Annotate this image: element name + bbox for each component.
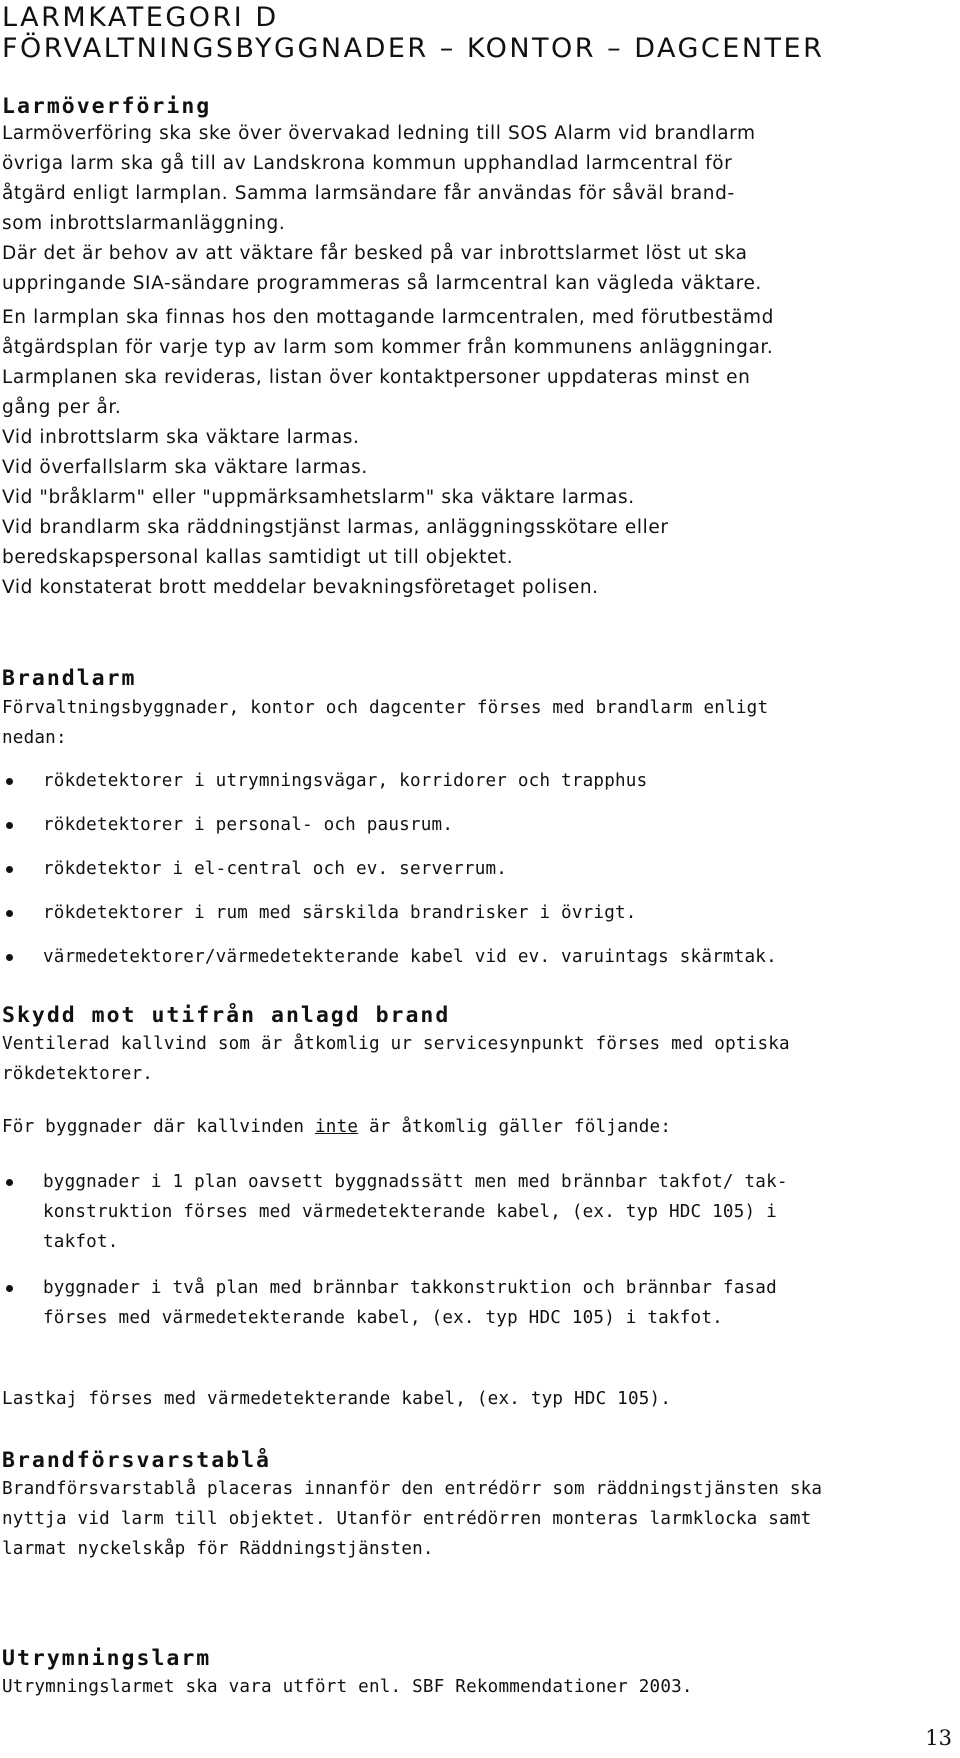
page-number: 13 <box>925 1726 952 1750</box>
skydd-list <box>0 1167 955 1333</box>
text-line: Vid inbrottslarm ska väktare larmas. <box>2 427 360 448</box>
text-line: övriga larm ska gå till av Landskrona kommun upphandlad larmcentral för <box>2 153 733 174</box>
text-line: som inbrottslarmanläggning. <box>2 213 286 234</box>
list-item: byggnader i 1 plan oavsett byggnadssätt men med brännbar takfot/ tak- konstruktion förses med värmedetekterande kabel, (ex. typ HDC 105) i takfot. <box>0 1167 955 1257</box>
emphasis-underline: inte <box>314 1117 359 1137</box>
category-subtitle: FÖRVALTNINGSBYGGNADER – KONTOR – DAGCENTER <box>2 33 825 64</box>
heading-brandforsvarstabla: Brandförsvarstablå <box>2 1448 271 1473</box>
bullet-icon <box>6 1285 13 1292</box>
list-item: rökdetektor i el-central och ev. serverrum. <box>0 854 955 884</box>
bullet-icon <box>6 866 13 873</box>
bullet-icon <box>6 822 13 829</box>
text-line: Brandförsvarstablå placeras innanför den entrédörr som räddningstjänsten ska <box>2 1479 823 1499</box>
text-line: nyttja vid larm till objektet. Utanför entrédörren monteras larmklocka samt <box>2 1509 812 1529</box>
list-item: rökdetektorer i personal- och pausrum. <box>0 810 955 840</box>
skydd-paragraph <box>2 1029 952 1089</box>
text-line: Larmöverföring ska ske över övervakad ledning till SOS Alarm vid brandlarm <box>2 123 756 144</box>
text-line: Förvaltningsbyggnader, kontor och dagcenter förses med brandlarm enligt <box>2 698 769 718</box>
text-line: larmat nyckelskåp för Räddningstjänsten. <box>2 1539 434 1559</box>
text-line: beredskapspersonal kallas samtidigt ut till objektet. <box>2 547 514 568</box>
heading-brandlarm: Brandlarm <box>2 666 137 691</box>
text-line: Ventilerad kallvind som är åtkomlig ur servicesynpunkt förses med optiska <box>2 1034 790 1054</box>
list-item: byggnader i två plan med brännbar takkonstruktion och brännbar fasad förses med värmedetekterande kabel, (ex. typ HDC 105) i takfot. <box>0 1273 955 1333</box>
brandlarm-intro <box>2 693 952 753</box>
text-line: Vid "bråklarm" eller "uppmärksamhetslarm" ska väktare larmas. <box>2 487 635 508</box>
brandlarm-list <box>0 766 955 972</box>
list-item: rökdetektorer i rum med särskilda brandrisker i övrigt. <box>0 898 955 928</box>
bullet-icon <box>6 778 13 785</box>
bullet-icon <box>6 954 13 961</box>
text-line: åtgärd enligt larmplan. Samma larmsändare får användas för såväl brand- <box>2 183 735 204</box>
bullet-icon <box>6 1179 13 1186</box>
text-line: Där det är behov av att väktare får besked på var inbrottslarmet löst ut ska <box>2 243 748 264</box>
text-line: uppringande SIA-sändare programmeras så larmcentral kan vägleda väktare. <box>2 273 762 294</box>
text-line: För byggnader där kallvinden inte är åtkomlig gäller följande: <box>2 1117 672 1137</box>
text-line: Lastkaj förses med värmedetekterande kabel, (ex. typ HDC 105). <box>2 1389 672 1409</box>
text-line: Utrymningslarmet ska vara utfört enl. SBF Rekommendationer 2003. <box>2 1677 693 1697</box>
text-line: Vid konstaterat brott meddelar bevakningsföretaget polisen. <box>2 577 599 598</box>
brandforsvarstabla-paragraph <box>2 1474 952 1564</box>
text-line: En larmplan ska finnas hos den mottagande larmcentralen, med förutbestämd <box>2 307 775 328</box>
text-line: rökdetektorer. <box>2 1064 154 1084</box>
larmoverforing-paragraph-2 <box>2 303 952 603</box>
category-title: LARMKATEGORI D <box>2 2 279 33</box>
lastkaj-paragraph <box>2 1384 952 1414</box>
text-line: nedan: <box>2 728 67 748</box>
heading-skydd: Skydd mot utifrån anlagd brand <box>2 1003 451 1028</box>
text-line: Vid överfallslarm ska väktare larmas. <box>2 457 368 478</box>
list-item: rökdetektorer i utrymningsvägar, korridorer och trapphus <box>0 766 955 796</box>
bullet-icon <box>6 910 13 917</box>
text-line: Vid brandlarm ska räddningstjänst larmas, anläggningsskötare eller <box>2 517 669 538</box>
list-item: värmedetektorer/värmedetekterande kabel vid ev. varuintags skärmtak. <box>0 942 955 972</box>
skydd-condition <box>2 1112 952 1142</box>
text-line: Larmplanen ska revideras, listan över kontaktpersoner uppdateras minst en <box>2 367 751 388</box>
text-line: gång per år. <box>2 397 122 418</box>
utrymningslarm-paragraph <box>2 1672 952 1702</box>
heading-utrymningslarm: Utrymningslarm <box>2 1646 212 1671</box>
text-line: åtgärdsplan för varje typ av larm som kommer från kommunens anläggningar. <box>2 337 774 358</box>
larmoverforing-paragraph-1 <box>2 119 952 299</box>
heading-larmoverforing: Larmöverföring <box>2 94 212 119</box>
